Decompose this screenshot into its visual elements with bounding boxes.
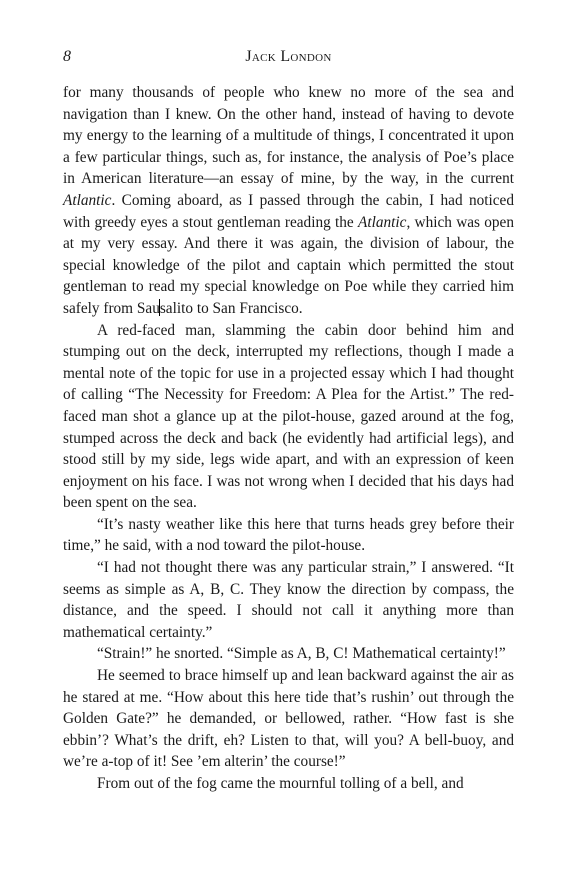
italic-title-text: Atlantic (358, 213, 407, 231)
paragraph-text: From out of the fog came the mournful tolling of a bell, and (97, 775, 464, 792)
paragraph-p3 (63, 514, 514, 557)
page-number: 8 (63, 48, 71, 65)
paragraph-text: , which was open at my very essay. And there it was again, the division of labour, the special knowledge of the pilot and captain which permitted the stout gentleman to read my special knowledge on Poe while they carried him safely from Sau (63, 213, 514, 317)
body-text[interactable] (63, 82, 514, 795)
page-header (63, 46, 514, 68)
paragraph-text: He seemed to brace himself up and lean backward against the air as he stared at me. “How about this here tide that’s rushin’ out through the Golden Gate?” he demanded, or bellowed, rather. “How fast is she ebbin’? What’s the drift, eh? Listen to that, will you? A bell-buoy, and we’re a-top of it! See ’em alterin’ the course!” (63, 667, 514, 771)
running-head-author: Jack London (245, 48, 332, 65)
paragraph-text: “Strain!” he snorted. “Simple as A, B, C! Mathematical certainty!” (97, 645, 506, 663)
paragraph-text: salito to San Francisco. (159, 299, 303, 317)
paragraph-p4 (63, 557, 514, 643)
paragraph-text: A red-faced man, slamming the cabin door behind him and stumping out on the deck, interrupted my reflections, though I made a mental note of the topic for use in a projected essay which I had thought of calling “The Necessity for Freedom: A Plea for the Artist.” The red-faced man shot a glance up at the pilot-house, gazed around at the fog, stumped across the deck and back (he evidently had artificial legs), and stood still by my side, legs wide apart, and with an expression of keen enjoyment on his face. I was not wrong when I decided that his days had been spent on the sea. (63, 321, 514, 512)
paragraph-p6 (63, 665, 514, 773)
paragraph-p5 (63, 643, 514, 665)
paragraph-p7 (63, 773, 514, 795)
paragraph-text: “I had not thought there was any particular strain,” I answered. “It seems as simple as A, B, C. They know the direction by compass, the distance, and the speed. I should not call it anything more than mathematical certainty.” (63, 559, 514, 641)
paragraph-text: “It’s nasty weather like this here that turns heads grey before their time,” he said, with a nod toward the pilot-house. (63, 515, 514, 555)
italic-title-text: Atlantic (63, 191, 112, 209)
book-page (63, 46, 514, 795)
paragraph-p2 (63, 320, 514, 514)
paragraph-text: for many thousands of people who knew no more of the sea and navigation than I knew. On the other hand, instead of having to devote my energy to the learning of a multitude of things, I concentrated it upon a few particular things, such as, for instance, the analysis of Poe’s place in American literature—an essay of mine, by the way, in the current (63, 84, 514, 188)
paragraph-text: . Coming aboard, as I passed through the cabin, I had noticed with greedy eyes a stout gentleman reading the (63, 191, 514, 231)
paragraph-p1 (63, 82, 514, 320)
